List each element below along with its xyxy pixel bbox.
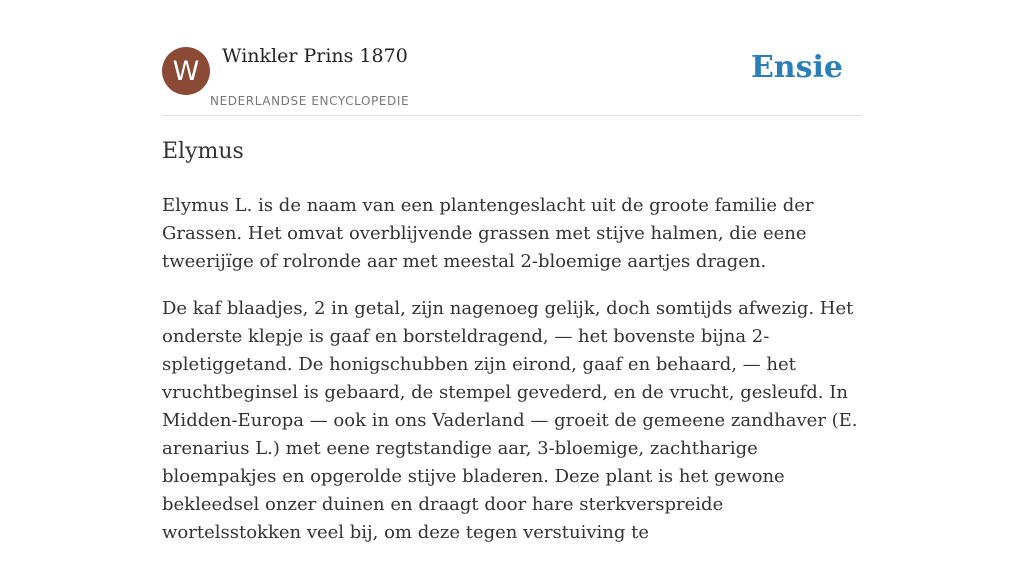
article-paragraph: De kaf blaadjes, 2 in getal, zijn nagenoeg gelijk, doch somtijds afwezig. Het onderste klepje is gaaf en borsteldragend, — het bovenste bijna 2-spletiggetand. De honigschubben zijn eirond, gaaf en behaard, — het vruchtbeginsel is gebaard, de stempel gevederd, en de vrucht, gesleufd. In Midden-Europa — ook in ons Vaderland — groeit de gemeene zandhaver (E. arenarius L.) met eene regtstandige aar, 3-bloemige, zachtharige bloempakjes en opgerolde stijve bladeren. Deze plant is het gewone bekleedsel onzer duinen en draagt door hare sterkverspreide wortelsstokken veel bij, om deze tegen verstuiving te xyxy=(162,298,858,543)
article-paragraph: Elymus L. is de naam van een plantengeslacht uit de groote familie der Grassen. Het omvat overblijvende grassen met stijve halmen, die eene tweerijïge of rolronde aar met meestal 2-bloemige aartjes dragen. xyxy=(162,195,814,272)
article-body xyxy=(162,192,862,566)
header xyxy=(162,0,862,116)
brand-logo[interactable]: Ensie xyxy=(750,50,843,85)
article-title: Elymus xyxy=(162,139,244,164)
source-subtitle: NEDERLANDSE ENCYCLOPEDIE xyxy=(210,94,410,108)
source-title[interactable]: Winkler Prins 1870 xyxy=(222,45,408,67)
source-avatar[interactable]: W xyxy=(162,47,210,95)
